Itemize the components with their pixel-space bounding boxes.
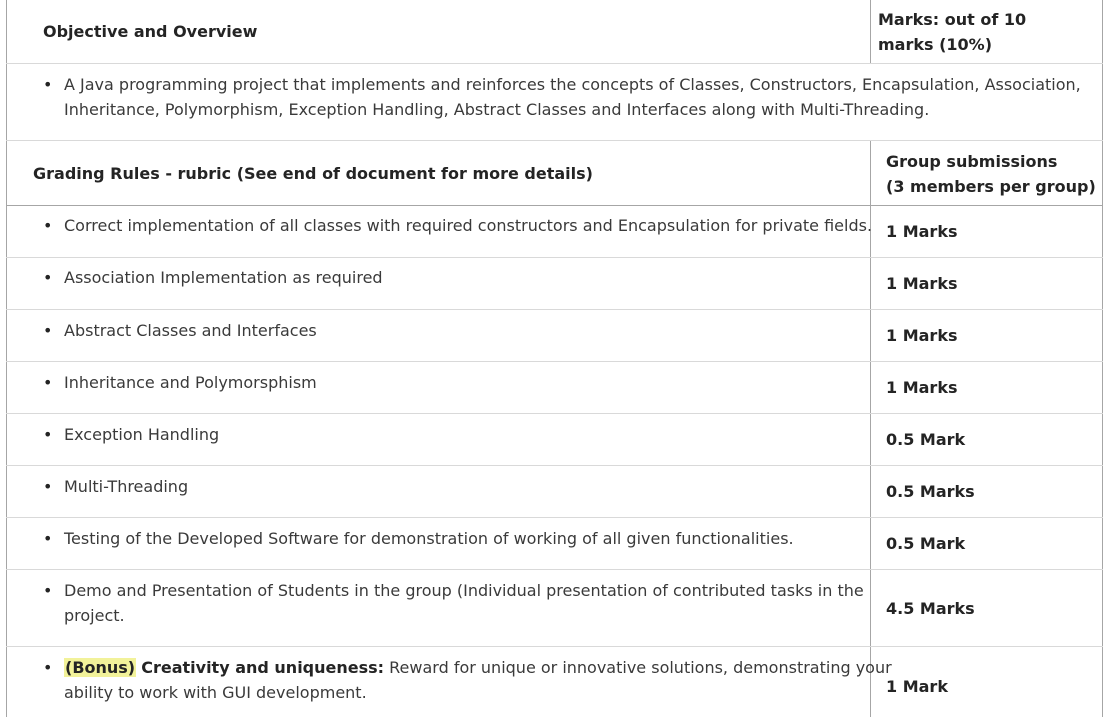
table-left-border bbox=[6, 0, 7, 141]
rubric-item bbox=[43, 265, 383, 290]
rubric-mark: 4.5 Marks bbox=[886, 598, 975, 618]
table-right-border bbox=[1102, 0, 1103, 717]
rubric-mark: 1 Marks bbox=[886, 326, 958, 345]
marks-total-line2: marks (10%) bbox=[878, 35, 993, 54]
bullet: • bbox=[43, 658, 53, 677]
group-submissions bbox=[886, 149, 1096, 199]
table-left-border-lower bbox=[6, 141, 7, 717]
bonus-text-line2: ability to work with GUI development. bbox=[64, 683, 367, 702]
rubric-mark: 1 Marks bbox=[886, 378, 958, 397]
row-divider bbox=[6, 63, 1103, 64]
bonus-tag: (Bonus) bbox=[65, 658, 136, 677]
bullet: • bbox=[43, 373, 53, 392]
rubric-item-text-line1: Demo and Presentation of Students in the group (Individual presentation of contributed tasks in the bbox=[64, 581, 864, 600]
rubric-item bbox=[43, 213, 872, 238]
rubric-mark: 0.5 Mark bbox=[886, 534, 966, 553]
rubric-item bbox=[43, 422, 219, 447]
rubric-item-text: Abstract Classes and Interfaces bbox=[64, 321, 317, 340]
marks-total-line1: Marks: out of 10 bbox=[878, 10, 1027, 29]
rubric-item-text: Testing of the Developed Software for demonstration of working of all given functionalities. bbox=[64, 529, 794, 548]
bullet: • bbox=[43, 268, 53, 287]
bonus-text-line1: Reward for unique or innovative solutions, demonstrating your bbox=[389, 658, 892, 677]
rubric-item bbox=[43, 474, 188, 499]
rubric-item bbox=[43, 526, 794, 551]
grading-title: Grading Rules - rubric (See end of document for more details) bbox=[33, 163, 593, 183]
rubric-item-text: Association Implementation as required bbox=[64, 268, 383, 287]
rubric-item-text: Exception Handling bbox=[64, 425, 220, 444]
rubric-mark: 1 Marks bbox=[886, 222, 958, 241]
bullet: • bbox=[43, 477, 53, 496]
rubric-item-text: Inheritance and Polymorsphism bbox=[64, 373, 317, 392]
marks-total bbox=[878, 7, 1026, 57]
overview-item bbox=[43, 72, 1083, 122]
rubric-item bbox=[43, 318, 317, 343]
column-divider-header bbox=[870, 0, 871, 63]
bonus-item bbox=[43, 655, 892, 705]
bullet: • bbox=[43, 216, 53, 235]
rubric-item bbox=[43, 578, 864, 628]
rubric-mark: 0.5 Mark bbox=[886, 430, 966, 449]
bullet: • bbox=[43, 581, 53, 600]
bonus-mark: 1 Mark bbox=[886, 676, 948, 696]
bonus-title: Creativity and uniqueness: bbox=[141, 658, 385, 677]
bullet: • bbox=[43, 425, 53, 444]
rubric-mark: 1 Marks bbox=[886, 274, 958, 293]
group-line2: (3 members per group) bbox=[886, 177, 1096, 196]
rubric-mark: 0.5 Marks bbox=[886, 482, 975, 501]
bullet: • bbox=[43, 321, 53, 340]
rubric-item bbox=[43, 370, 317, 395]
overview-text-line1: A Java programming project that implements and reinforces the concepts of Classes, Constructors, Encapsulation, Association, bbox=[64, 75, 1081, 94]
bullet: • bbox=[43, 529, 53, 548]
bullet: • bbox=[43, 75, 53, 94]
objective-title: Objective and Overview bbox=[43, 22, 258, 41]
rubric-item-text-line2: project. bbox=[64, 606, 125, 625]
group-line1: Group submissions bbox=[886, 152, 1058, 171]
rubric-item-text: Multi-Threading bbox=[64, 477, 189, 496]
overview-text-line2: Inheritance, Polymorphism, Exception Handling, Abstract Classes and Interfaces along with Multi-Threading. bbox=[64, 100, 930, 119]
rubric-item-text: Correct implementation of all classes with required constructors and Encapsulation for private fields. bbox=[64, 216, 873, 235]
